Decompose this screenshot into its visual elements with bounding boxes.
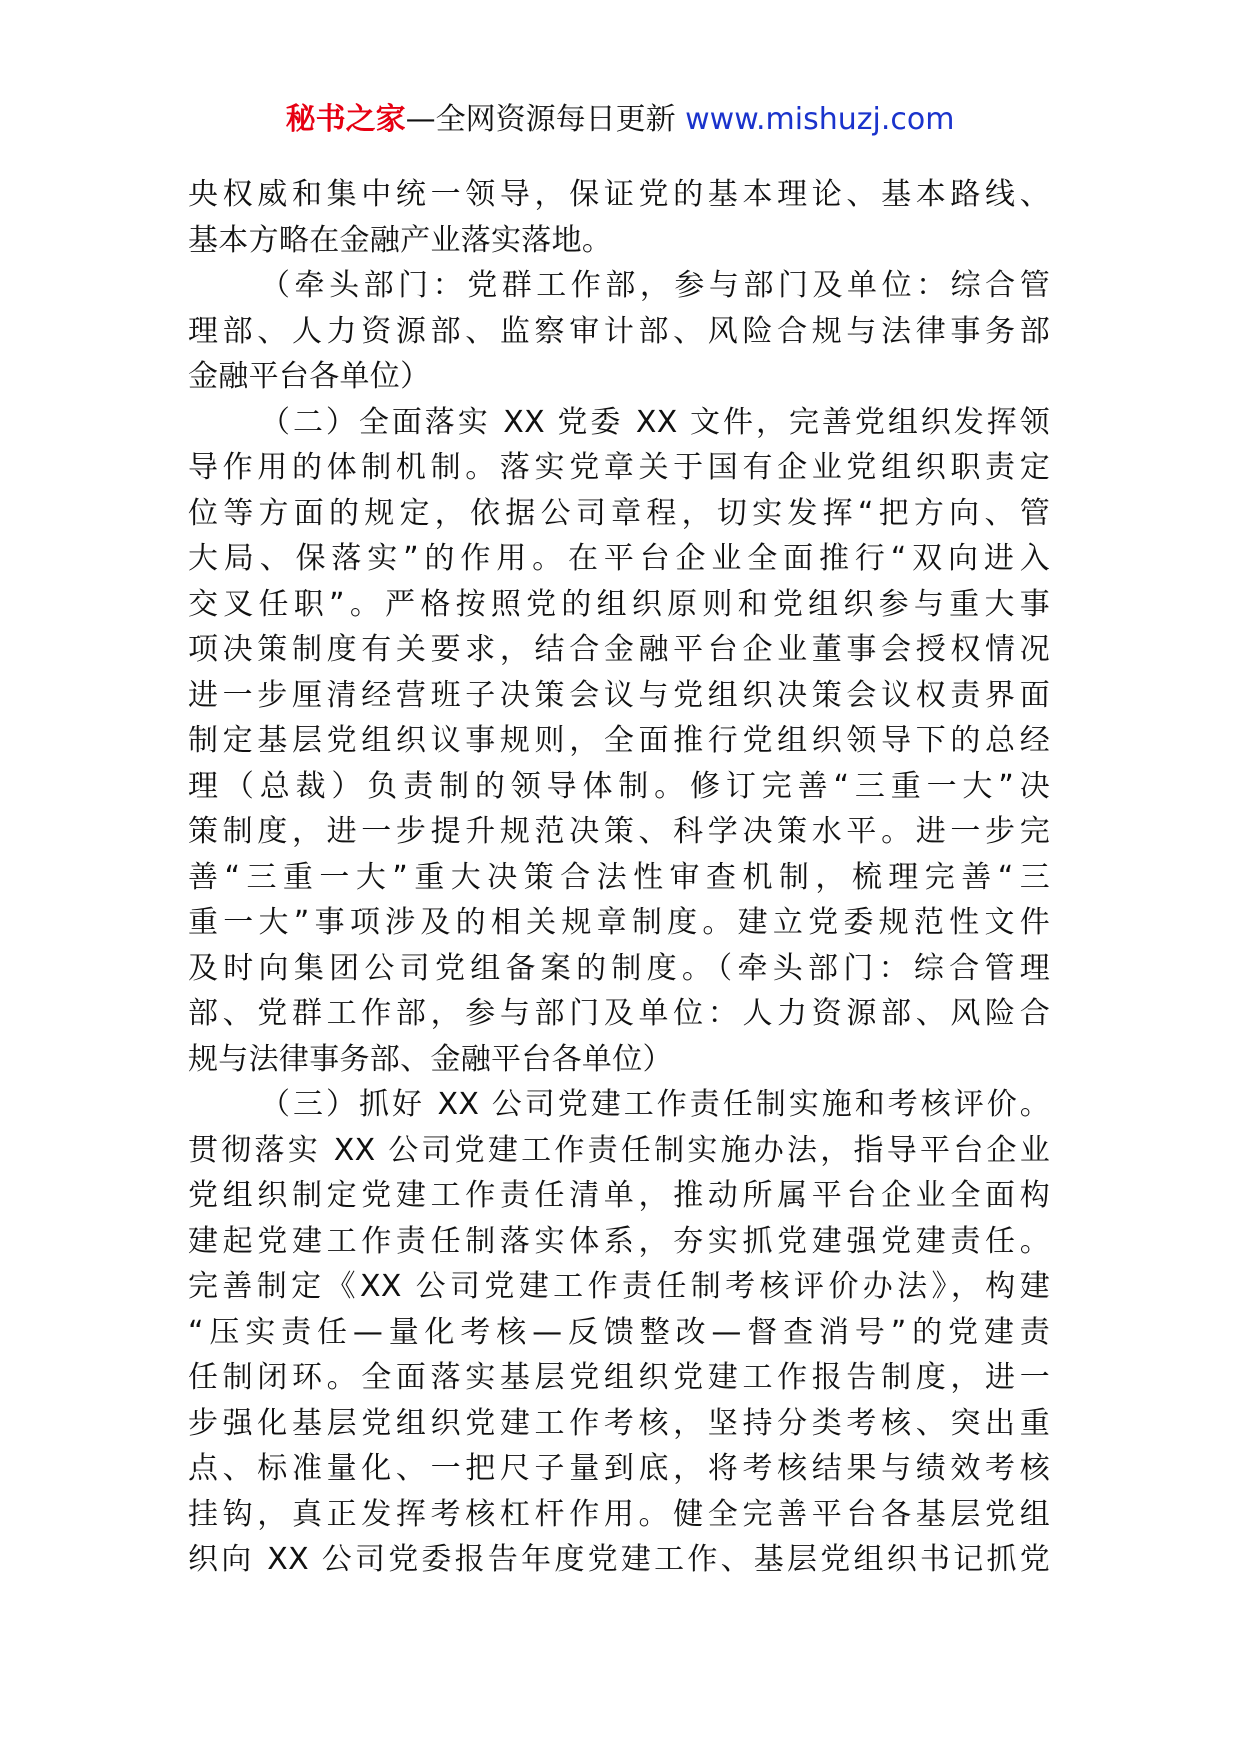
text-line: （二）全面落实 XX 党委 XX 文件，完善党组织发挥领 <box>260 404 1050 440</box>
text-line: 进一步厘清经营班子决策会议与党组织决策会议权责界面 <box>188 677 1050 713</box>
text-line: 挂钩，真正发挥考核杠杆作用。健全完善平台各基层党组 <box>188 1496 1050 1532</box>
text-line: 部、党群工作部，参与部门及单位：人力资源部、风险合 <box>188 996 1050 1031</box>
text-line: 位等方面的规定，依据公司章程，切实发挥“把方向、管 <box>188 495 1050 531</box>
header-brand: 秘书之家 <box>285 102 406 137</box>
text-line: 理（总裁）负责制的领导体制。修订完善“三重一大”决 <box>188 768 1050 804</box>
text-line: 央权威和集中统一领导，保证党的基本理论、基本路线、 <box>188 177 1050 212</box>
text-line: 党组织制定党建工作责任清单，推动所属平台企业全面构 <box>188 1178 1050 1213</box>
text-line: （三）抓好 XX 公司党建工作责任制实施和考核评价。 <box>260 1087 1050 1122</box>
text-line: 点、标准量化、一把尺子量到底，将考核结果与绩效考核 <box>188 1451 1050 1486</box>
text-line: “压实责任—量化考核—反馈整改—督查消号”的党建责 <box>188 1314 1050 1350</box>
text-line: （牵头部门：党群工作部，参与部门及单位：综合管 <box>260 268 1050 303</box>
text-line: 项决策制度有关要求，结合金融平台企业董事会授权情况 <box>188 632 1050 667</box>
text-line: 贯彻落实 XX 公司党建工作责任制实施办法，指导平台企业 <box>188 1132 1050 1168</box>
text-line: 任制闭环。全面落实基层党组织党建工作报告制度，进一 <box>188 1360 1050 1395</box>
text-line: 建起党建工作责任制落实体系，夯实抓党建强党建责任。 <box>188 1223 1050 1259</box>
header-slogan: —全网资源每日更新 <box>405 102 676 137</box>
text-line: 策制度，进一步提升规范决策、科学决策水平。进一步完 <box>188 814 1050 849</box>
body-text <box>188 172 1050 1583</box>
text-line: 基本方略在金融产业落实落地。 <box>188 222 613 258</box>
text-line: 理部、人力资源部、监察审计部、风险合规与法律事务部 <box>188 313 1050 349</box>
text-line: 金融平台各单位） <box>188 359 431 394</box>
text-line: 重一大”事项涉及的相关规章制度。建立党委规范性文件 <box>188 905 1050 940</box>
text-line: 导作用的体制机制。落实党章关于国有企业党组织职责定 <box>188 450 1050 485</box>
text-line: 交叉任职”。严格按照党的组织原则和党组织参与重大事 <box>188 586 1050 622</box>
text-line: 织向 XX 公司党委报告年度党建工作、基层党组织书记抓党 <box>188 1542 1050 1577</box>
text-line: 善“三重一大”重大决策合法性审查机制，梳理完善“三 <box>188 859 1050 895</box>
page-header <box>0 100 1240 140</box>
text-line: 完善制定《XX 公司党建工作责任制考核评价办法》，构建 <box>188 1269 1050 1304</box>
text-line: 步强化基层党组织党建工作考核，坚持分类考核、突出重 <box>188 1405 1050 1441</box>
text-line: 制定基层党组织议事规则，全面推行党组织领导下的总经 <box>188 723 1050 758</box>
text-line: 规与法律事务部、金融平台各单位） <box>188 1041 673 1077</box>
text-line: 大局、保落实”的作用。在平台企业全面推行“双向进入 <box>188 541 1050 576</box>
header-url-link[interactable]: www.mishuzj.com <box>685 102 955 137</box>
text-line: 及时向集团公司党组备案的制度。（牵头部门：综合管理 <box>188 950 1050 986</box>
